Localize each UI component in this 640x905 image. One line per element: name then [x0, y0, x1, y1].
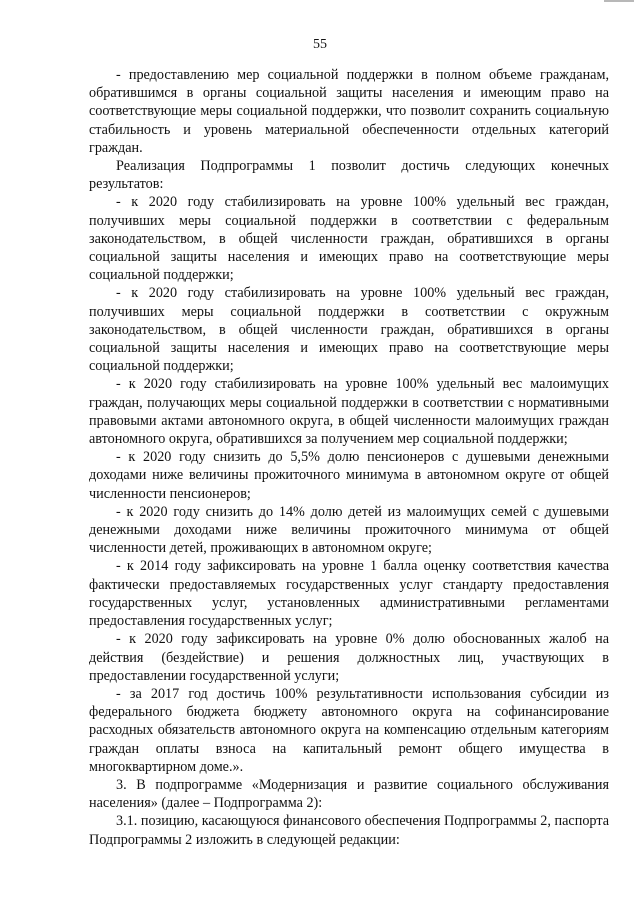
- scan-corner-mark: [604, 0, 634, 2]
- paragraph-subprogram-2-passport: 3.1. позицию, касающуюся финансового обеспечения Подпрограммы 2, паспорта Подпрограммы 2 изложить в следующей редакции:: [89, 813, 609, 848]
- paragraph-complaints-target: - к 2020 году зафиксировать на уровне 0% долю обоснованных жалоб на действия (бездействие) и решения должностных лиц, участвующих в предоставлении государственной услуги;: [89, 631, 609, 684]
- paragraph-social-support-provision: - предоставлению мер социальной поддержки в полном объеме гражданам, обратившимся в органы социальной защиты населения и имеющим право на соответствующие меры социальной поддержки, что позволит сохранить социальную стабильность и уровень материальной обеспеченности отдельных категорий граждан.: [89, 67, 609, 156]
- document-body: [89, 66, 609, 849]
- page-number: 55: [313, 37, 327, 52]
- paragraph-subprogram-2-heading: 3. В подпрограмме «Модернизация и развитие социального обслуживания населения» (далее – Подпрограмма 2):: [89, 776, 609, 812]
- paragraph-low-income-support-target: - к 2020 году стабилизировать на уровне 100% удельный вес малоимущих граждан, получающих меры социальной поддержки в соответствии с нормативными правовыми актами автономного округа, в общей численности малоимущих граждан автономного округа, обратившихся за получением мер социальной поддержки;: [89, 376, 609, 448]
- paragraph-regional-support-target: - к 2020 году стабилизировать на уровне 100% удельный вес граждан, получивших меры социальной поддержки в соответствии с окружным законодательством, в общей численности граждан, обратившихся в органы социальной защиты населения и имеющих право на соответствующие меры социальной поддержки;: [89, 285, 609, 375]
- paragraph-federal-support-target: - к 2020 году стабилизировать на уровне 100% удельный вес граждан, получивших меры социальной поддержки в соответствии с федеральным законодательством, в общей численности граждан, обратившихся в органы социальной защиты населения и имеющих право на соответствующие меры социальной поддержки;: [89, 194, 609, 284]
- paragraph-children-target: - к 2020 году снизить до 14% долю детей из малоимущих семей с душевыми денежными доходами ниже величины прожиточного минимума от общей численности детей, проживающих в автономном округе;: [89, 503, 609, 557]
- paragraph-subsidy-target: - за 2017 год достичь 100% результативности использования субсидии из федерального бюджета бюджету автономного округа на софинансирование расходных обязательств автономного округа на компенсацию отдельным категориям граждан оплаты взноса на капитальный ремонт общего имущества в многоквартирном доме.».: [89, 685, 609, 775]
- paragraph-service-quality-target: - к 2014 году зафиксировать на уровне 1 балла оценку соответствия качества фактически предоставляемых государственных услуг стандарту предоставления государственных услуг, установленных административными регламентами предоставления государственных услуг;: [89, 558, 609, 630]
- paragraph-pensioners-target: - к 2020 году снизить до 5,5% долю пенсионеров с душевыми денежными доходами ниже величины прожиточного минимума в автономном округе от общей численности пенсионеров;: [89, 449, 609, 502]
- paragraph-expected-results-intro: Реализация Подпрограммы 1 позволит достичь следующих конечных результатов:: [89, 158, 609, 193]
